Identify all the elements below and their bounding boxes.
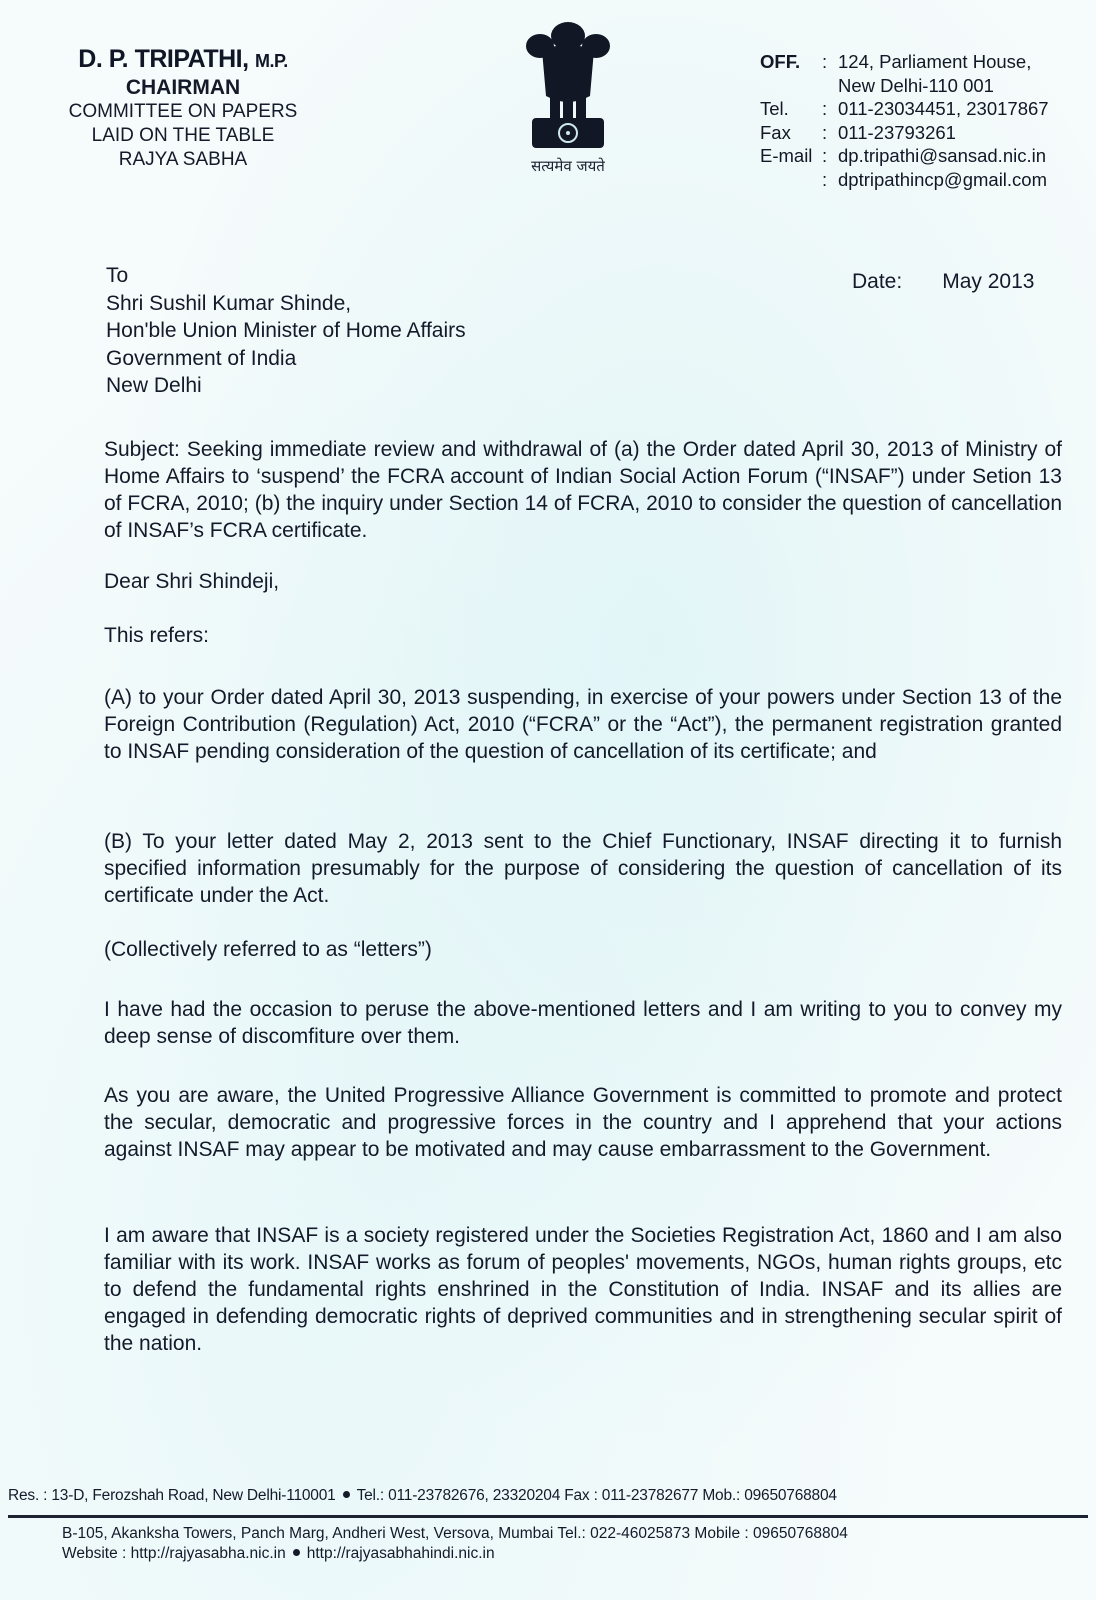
salutation: Dear Shri Shindeji, — [104, 570, 280, 593]
paragraph-a: (A) to your Order dated April 30, 2013 suspending, in exercise of your powers under Section 13 of the Foreign Contribution (Regulation) Act, 2010 (“FCRA” or the “Act”), the permanent registration granted to INSAF pending consideration of the question of cancellation of its certificate; and — [104, 686, 1062, 763]
subject-paragraph: Subject: Seeking immediate review and withdrawal of (a) the Order dated April 30, 2013 of Ministry of Home Affairs to ‘suspend’ the FCRA account of Indian Social Action Forum (“INSAF”) under Setion 13 of FCRA, 2010; (b) the inquiry under Section 14 of FCRA, 2010 to consider the question of cancellation of INSAF’s FCRA certificate. — [104, 438, 1062, 542]
committee-line-1: COMMITTEE ON PAPERS — [68, 101, 298, 122]
footer-residence — [8, 1487, 837, 1505]
recipient-address — [106, 262, 466, 400]
contact-value: dp.tripathi@sansad.nic.in — [838, 145, 1047, 166]
committee-line-3: RAJYA SABHA — [118, 149, 248, 170]
contact-label: E-mail — [760, 145, 813, 166]
contact-office-city — [760, 74, 1049, 98]
date-label: Date: — [852, 270, 903, 293]
recipient-line-3: Government of India — [106, 346, 297, 370]
footer-mumbai — [62, 1524, 848, 1564]
contact-value: 124, Parliament House, — [838, 51, 1032, 72]
sender-name — [58, 45, 308, 74]
residence-phones: Tel.: 011-23782676, 23320204 Fax : 011-23782677 Mob.: 09650768804 — [356, 1487, 837, 1504]
website-link-2[interactable]: http://rajyasabhahindi.nic.in — [306, 1545, 495, 1562]
sender-name-text: D. P. TRIPATHI, — [78, 45, 249, 73]
body-paragraph-2: As you are aware, the United Progressive Alliance Government is committed to promote and protect the secular, democratic and progressive forces in the country and I apprehend that your actions against INSAF may appear to be motivated and may cause embarrassment to the Government. — [104, 1084, 1062, 1161]
contact-value: 011-23793261 — [838, 121, 956, 143]
footer-divider — [8, 1515, 1088, 1518]
contact-email — [760, 144, 1049, 168]
mumbai-address: B-105, Akanksha Towers, Panch Marg, Andheri West, Versova, Mumbai Tel.: 022-46025873 Mobile : 09650768804 — [62, 1525, 848, 1542]
contact-sep: : — [822, 51, 828, 72]
contact-label — [760, 74, 822, 98]
contact-sep: : — [822, 98, 828, 119]
contact-email-alt — [760, 168, 1049, 192]
recipient-line-1: Shri Sushil Kumar Shinde, — [106, 291, 352, 315]
residence-address: Res. : 13-D, Ferozshah Road, New Delhi-110001 — [8, 1487, 336, 1504]
ashoka-emblem-icon — [520, 14, 616, 154]
body-paragraph-3: I am aware that INSAF is a society registered under the Societies Registration Act, 1860 and I am also familiar with its work. INSAF works as forum of peoples' movements, NGOs, human rights groups, etc to defend the fundamental rights enshrined in the Constitution of India. INSAF and its allies are engaged in defending democratic rights of deprived communities and in strengthening secular spirit of the nation. — [104, 1224, 1062, 1355]
letterhead-name-block — [58, 45, 308, 172]
contact-label — [760, 168, 822, 192]
paragraph-b: (B) To your letter dated May 2, 2013 sent to the Chief Functionary, INSAF directing it to furnish specified information presumably for the purpose of considering the question of cancellation of its certificate under the Act. — [104, 830, 1062, 907]
letter-date — [852, 270, 1034, 294]
contact-sep — [822, 74, 838, 98]
contact-value: dptripathincp@gmail.com — [838, 168, 1048, 190]
contact-label: Tel. — [760, 98, 789, 119]
contact-fax — [760, 121, 1049, 145]
recipient-line-4: New Delhi — [106, 374, 202, 397]
contact-label: OFF. — [760, 51, 801, 72]
contact-value: 011-23034451, 23017867 — [838, 98, 1049, 119]
website-line — [62, 1544, 848, 1564]
contact-office — [760, 50, 1049, 74]
national-emblem — [512, 14, 624, 184]
bullet-icon — [293, 1549, 300, 1556]
date-value: May 2013 — [942, 270, 1035, 293]
website-link-1[interactable]: Website : http://rajyasabha.nic.in — [62, 1545, 286, 1562]
committee-line-2: LAID ON THE TABLE — [91, 125, 275, 146]
emblem-motto: सत्यमेव जयते — [531, 157, 605, 175]
body-paragraph-1: I have had the occasion to peruse the above-mentioned letters and I am writing to you to convey my deep sense of discomfiture over them. — [104, 998, 1062, 1048]
bullet-icon — [343, 1491, 350, 1498]
collectively-note: (Collectively referred to as “letters”) — [104, 938, 432, 961]
sender-role: CHAIRMAN — [125, 76, 241, 99]
office-contact-block — [760, 50, 1049, 191]
sender-title-suffix: M.P. — [255, 51, 288, 71]
to-label: To — [106, 264, 129, 287]
contact-sep: : — [822, 145, 828, 166]
refers-line: This refers: — [104, 624, 210, 647]
contact-tel — [760, 97, 1049, 121]
contact-label: Fax — [760, 121, 791, 143]
contact-sep: : — [822, 168, 828, 190]
contact-value: New Delhi-110 001 — [838, 74, 994, 96]
recipient-line-2: Hon'ble Union Minister of Home Affairs — [106, 319, 466, 342]
contact-sep: : — [822, 121, 828, 143]
